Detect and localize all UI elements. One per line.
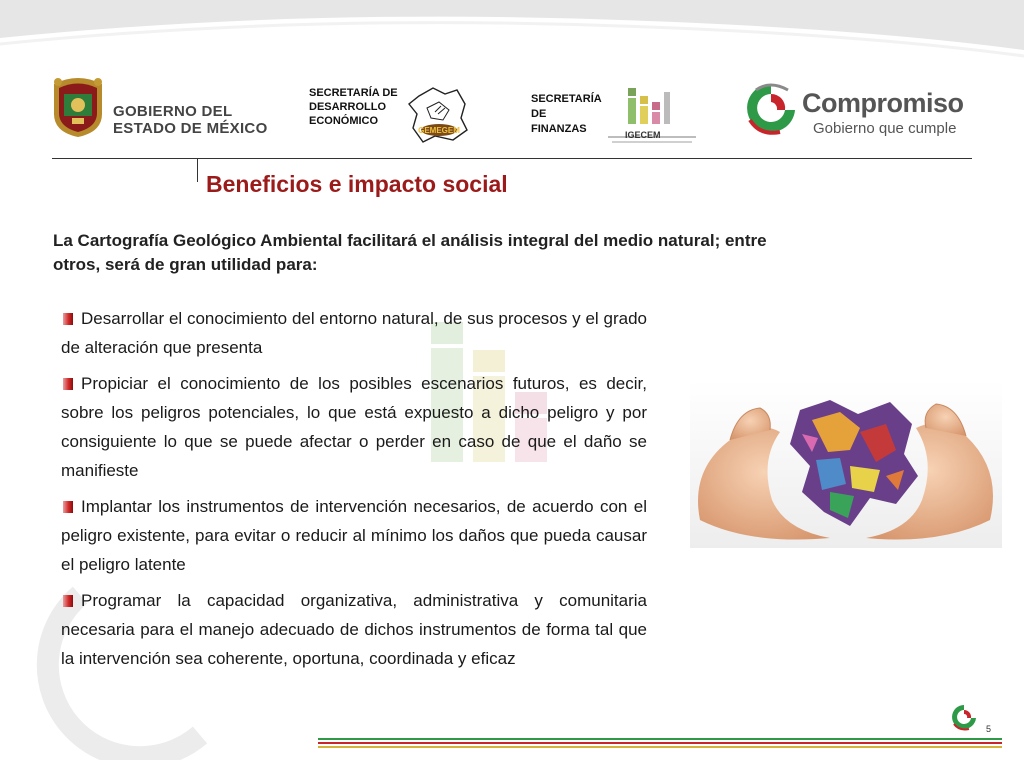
finanzas-label-line3: FINANZAS <box>531 123 587 135</box>
red-square-icon <box>63 595 73 607</box>
compromiso-subtitle: Gobierno que cumple <box>813 120 957 137</box>
title-tick <box>197 158 198 182</box>
igecem-label: IGECEM <box>625 130 661 140</box>
estado-mexico-emblem-icon <box>50 74 106 138</box>
gov-name <box>113 104 268 137</box>
intro-paragraph: La Cartografía Geológico Ambiental facilitará el análisis integral del medio natural; entre otros, será de gran utilidad para: <box>53 231 767 274</box>
compromiso-swirl-icon <box>744 80 798 136</box>
page-number: 5 <box>986 724 992 734</box>
compromiso-title: Compromiso <box>802 88 964 118</box>
finanzas-label-line1: SECRETARÍA <box>531 93 602 105</box>
sde-label <box>309 86 398 128</box>
list-item <box>61 586 647 673</box>
gov-name-line2: ESTADO DE MÉXICO <box>113 120 268 137</box>
top-swoosh-decoration <box>0 0 1024 70</box>
bullet-list <box>61 304 647 680</box>
red-square-icon <box>63 501 73 513</box>
finanzas-label <box>531 92 602 137</box>
hands-holding-map-image <box>690 380 1002 548</box>
compromiso-footer-icon <box>950 703 978 731</box>
sde-logo-label: GEMEGEM <box>418 126 460 135</box>
bullet-text: Desarrollar el conocimiento del entorno natural, de sus procesos y el grado de alteración que presenta <box>61 309 647 357</box>
sde-label-line3: ECONÓMICO <box>309 115 379 127</box>
red-square-icon <box>63 313 73 325</box>
sde-map-logo-icon <box>405 84 471 146</box>
sde-label-line1: SECRETARÍA DE <box>309 87 398 99</box>
bullet-text: Propiciar el conocimiento de los posibles escenarios futuros, es decir, sobre los peligros potenciales, lo que está expuesto a dicho peligro y por consiguiente lo que se puede afectar o perder en caso de que el daño se manifieste <box>61 374 647 480</box>
list-item <box>61 492 647 579</box>
red-square-icon <box>63 378 73 390</box>
bullet-text: Programar la capacidad organizativa, administrativa y comunitaria necesaria para el manejo adecuado de dichos instrumentos de forma tal que la intervención sea coherente, oportuna, coordinada y eficaz <box>61 591 647 668</box>
gov-name-line1: GOBIERNO DEL <box>113 103 233 120</box>
bullet-text: Implantar los instrumentos de intervención necesarios, de acuerdo con el peligro existente, para evitar o reducir al mínimo los daños que pueda causar el peligro latente <box>61 497 647 574</box>
header-divider <box>52 158 972 159</box>
slide-title: Beneficios e impacto social <box>206 171 508 197</box>
finanzas-label-line2: DE <box>531 108 547 120</box>
list-item <box>61 304 647 362</box>
footer-stripes-decoration <box>318 737 1002 749</box>
sde-label-line2: DESARROLLO <box>309 101 386 113</box>
list-item <box>61 369 647 485</box>
